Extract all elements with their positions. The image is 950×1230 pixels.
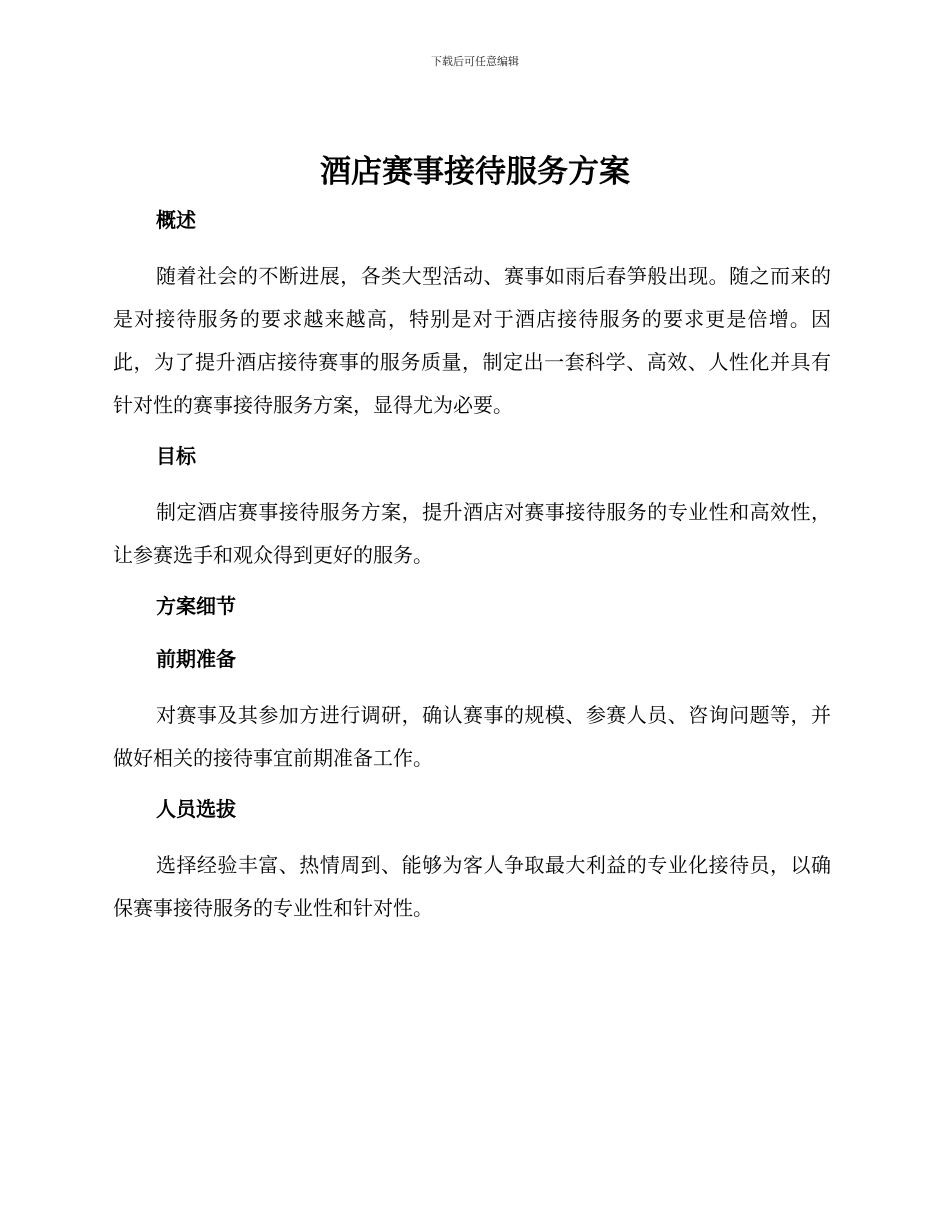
section-heading-preparation: 前期准备 — [156, 647, 236, 671]
paragraph-goal: 制定酒店赛事接待服务方案，提升酒店对赛事接待服务的专业性和高效性，让参赛选手和观众得到更好的服务。 — [113, 500, 831, 567]
section-heading-details: 方案细节 — [156, 594, 236, 618]
page-header: 下载后可任意编辑 — [431, 55, 519, 68]
section-heading-goal: 目标 — [156, 444, 196, 468]
document-body — [113, 201, 831, 930]
section-heading-staff: 人员选拔 — [156, 797, 236, 821]
paragraph-preparation: 对赛事及其参加方进行调研，确认赛事的规模、参赛人员、咨询问题等，并做好相关的接待事宜前期准备工作。 — [113, 703, 831, 770]
paragraph-staff: 选择经验丰富、热情周到、能够为客人争取最大利益的专业化接待员，以确保赛事接待服务的专业性和针对性。 — [113, 853, 831, 920]
section-heading-overview: 概述 — [156, 208, 196, 232]
paragraph-overview: 随着社会的不断进展，各类大型活动、赛事如雨后春笋般出现。随之而来的是对接待服务的要求越来越高，特别是对于酒店接待服务的要求更是倍增。因此，为了提升酒店接待赛事的服务质量，制定出一套科学、高效、人性化并具有针对性的赛事接待服务方案，显得尤为必要。 — [113, 264, 831, 417]
document-title: 酒店赛事接待服务方案 — [320, 154, 630, 190]
